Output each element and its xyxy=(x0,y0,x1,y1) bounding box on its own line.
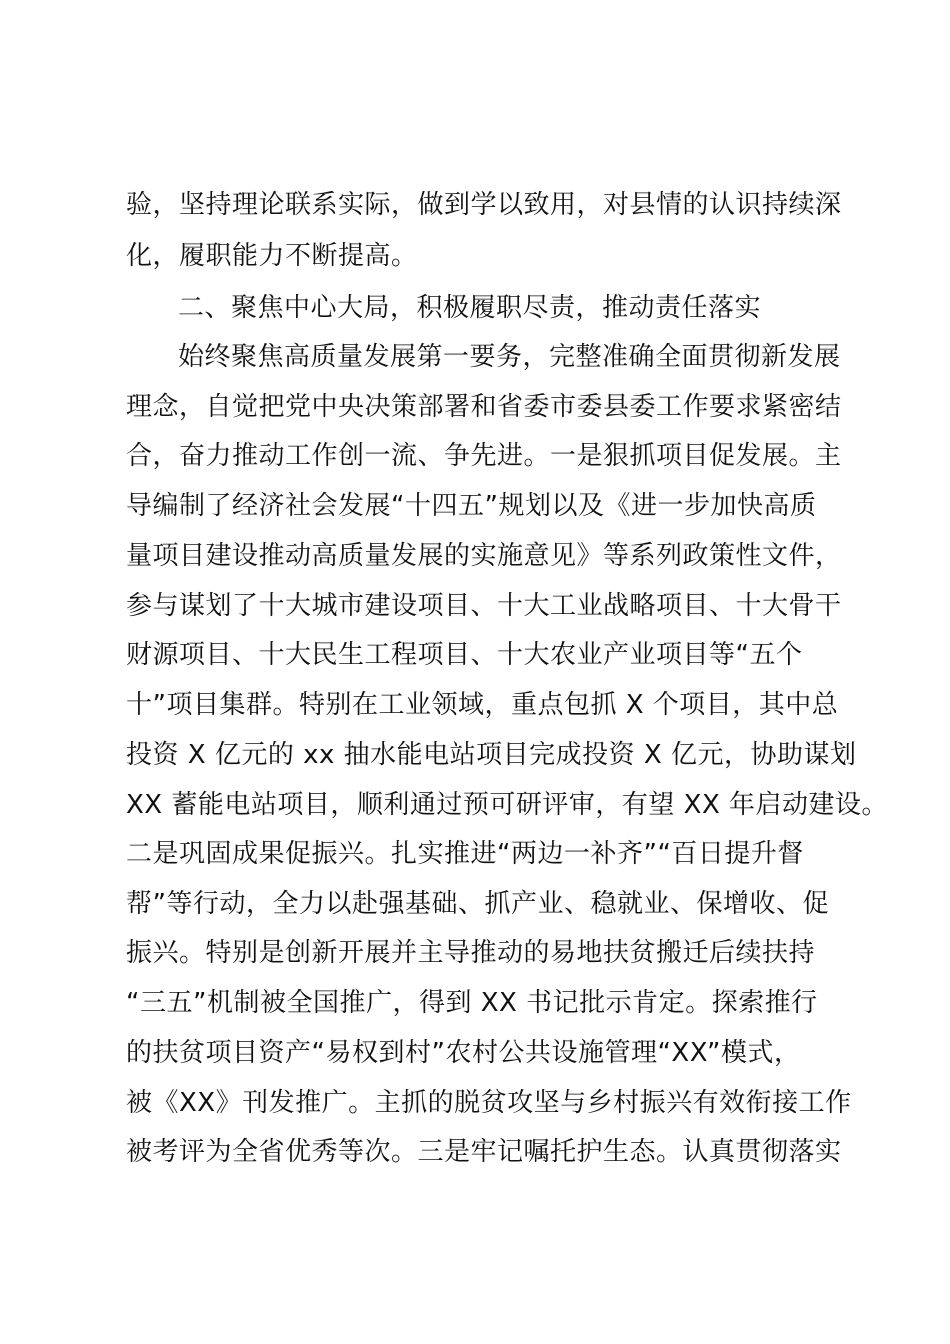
text-line: XX 蓄能电站项目，顺利通过预可研评审，有望 XX 年启动建设。 xyxy=(126,790,889,820)
text-line: 理念，自觉把党中央决策部署和省委市委县委工作要求紧密结 xyxy=(126,392,842,422)
text-line: 量项目建设推动高质量发展的实施意见》等系列政策性文件， xyxy=(126,541,842,571)
text-line: 帮”等行动，全力以赴强基础、抓产业、稳就业、保增收、促 xyxy=(126,889,829,919)
text-line: “三五”机制被全国推广，得到 XX 书记批示肯定。探索推行 xyxy=(126,988,818,1018)
text-line: 化，履职能力不断提高。 xyxy=(126,241,418,271)
section-heading: 二、聚焦中心大局，积极履职尽责，推动责任落实 xyxy=(178,293,762,323)
paragraph-first-line: 始终聚焦高质量发展第一要务，完整准确全面贯彻新发展 xyxy=(178,342,841,372)
text-line: 投资 X 亿元的 xx 抽水能电站项目完成投资 X 亿元，协助谋划 xyxy=(126,740,857,770)
text-line: 导编制了经济社会发展“十四五”规划以及《进一步加快高质 xyxy=(126,491,817,521)
text-line: 财源项目、十大民生工程项目、十大农业产业项目等“五个 xyxy=(126,640,803,670)
text-line: 参与谋划了十大城市建设项目、十大工业战略项目、十大骨干 xyxy=(126,591,842,621)
text-line: 的扶贫项目资产“易权到村”农村公共设施管理“XX”模式， xyxy=(126,1038,801,1068)
text-line: 合，奋力推动工作创一流、争先进。一是狠抓项目促发展。主 xyxy=(126,441,842,471)
text-line: 被《XX》刊发推广。主抓的脱贫攻坚与乡村振兴有效衔接工作 xyxy=(126,1088,852,1118)
text-line: 被考评为全省优秀等次。三是牢记嘱托护生态。认真贯彻落实 xyxy=(126,1137,842,1167)
text-line: 振兴。特别是创新开展并主导推动的易地扶贫搬迁后续扶持 xyxy=(126,938,816,968)
text-line: 十”项目集群。特别在工业领域，重点包抓 X 个项目，其中总 xyxy=(126,690,839,720)
text-line: 二是巩固成果促振兴。扎实推进“两边一补齐”“百日提升督 xyxy=(126,839,804,869)
text-line: 验，坚持理论联系实际，做到学以致用，对县情的认识持续深 xyxy=(126,190,842,220)
